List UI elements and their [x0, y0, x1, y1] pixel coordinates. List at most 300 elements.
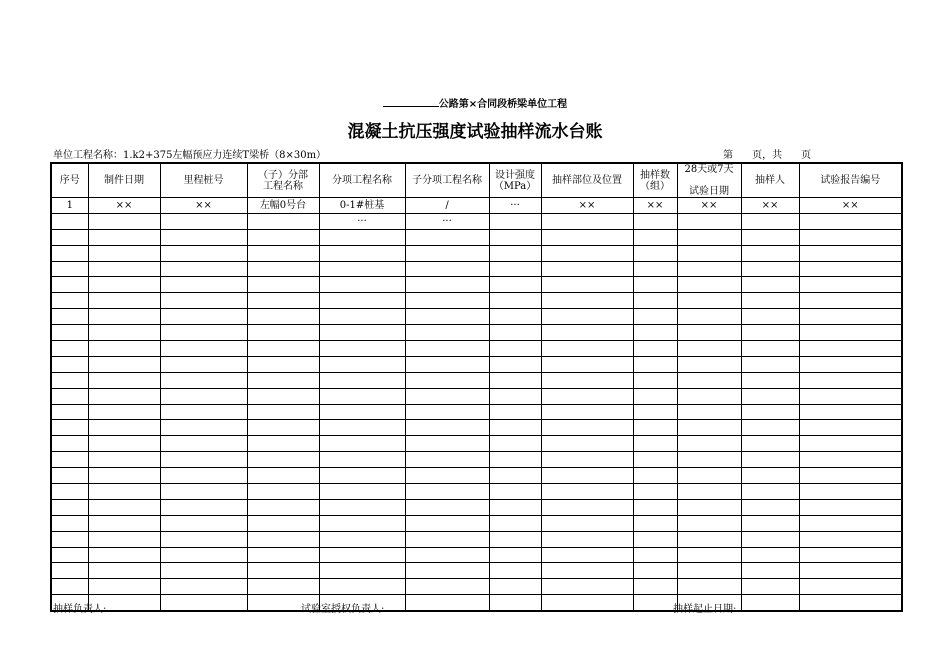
table-cell: [405, 436, 489, 452]
table-cell: [319, 563, 405, 579]
table-cell: [319, 325, 405, 341]
table-cell: [677, 325, 741, 341]
page-number: 第 页，共 页: [723, 150, 812, 161]
table-cell: [88, 420, 160, 436]
table-cell: [51, 420, 88, 436]
table-row-empty: [51, 420, 902, 436]
table-cell: [541, 499, 633, 515]
table-cell: [319, 277, 405, 293]
table-cell: [677, 404, 741, 420]
table-cell: [51, 341, 88, 357]
table-cell: [160, 436, 247, 452]
table-cell: [799, 229, 902, 245]
table-cell: [677, 452, 741, 468]
table-row-empty: [51, 547, 902, 563]
table-cell: [319, 484, 405, 500]
table-cell: [88, 484, 160, 500]
table-cell: [319, 515, 405, 531]
table-cell: [677, 245, 741, 261]
table-cell: [489, 436, 541, 452]
table-cell: [160, 531, 247, 547]
column-header: 抽样人: [741, 163, 799, 198]
table-cell: [799, 547, 902, 563]
table-row-empty: [51, 452, 902, 468]
table-cell: [88, 372, 160, 388]
table-cell: [489, 341, 541, 357]
table-cell: [541, 261, 633, 277]
table-cell: [677, 293, 741, 309]
table-cell: [160, 213, 247, 229]
table-cell: [799, 531, 902, 547]
table-cell: [51, 499, 88, 515]
table-cell: [88, 261, 160, 277]
table-cell: [405, 229, 489, 245]
table-cell: [489, 595, 541, 611]
table-cell: [160, 325, 247, 341]
table-cell: [247, 213, 319, 229]
table-cell: [799, 309, 902, 325]
table-cell: [160, 245, 247, 261]
table-cell: [247, 531, 319, 547]
table-cell: [51, 531, 88, 547]
table-cell: [405, 261, 489, 277]
table-cell: [799, 484, 902, 500]
table-cell: [247, 579, 319, 595]
table-cell: [489, 388, 541, 404]
table-cell: [51, 245, 88, 261]
table-cell: [741, 213, 799, 229]
table-cell: [741, 468, 799, 484]
table-cell: [405, 388, 489, 404]
table-cell: [160, 515, 247, 531]
table-cell: [541, 563, 633, 579]
table-cell: [799, 245, 902, 261]
table-cell: ××: [541, 198, 633, 214]
table-row-empty: [51, 388, 902, 404]
table-cell: [247, 277, 319, 293]
table-cell: [633, 261, 677, 277]
table-cell: [88, 563, 160, 579]
table-cell: [489, 356, 541, 372]
table-cell: [741, 436, 799, 452]
table-cell: [51, 563, 88, 579]
table-cell: [405, 341, 489, 357]
table-cell: [541, 547, 633, 563]
table-cell: [799, 468, 902, 484]
table-cell: 左幅0号台: [247, 198, 319, 214]
table-cell: [741, 277, 799, 293]
table-row-empty: [51, 229, 902, 245]
table-cell: [405, 325, 489, 341]
table-cell: [799, 325, 902, 341]
table-cell: [633, 372, 677, 388]
project-title-text: 公路第×合同段桥梁单位工程: [438, 99, 568, 110]
table-cell: /: [405, 198, 489, 214]
table-cell: [160, 484, 247, 500]
table-cell: [319, 436, 405, 452]
table-cell: [677, 499, 741, 515]
table-row-empty: [51, 484, 902, 500]
table-cell: [741, 388, 799, 404]
sampling-ledger-table: [50, 162, 903, 612]
table-cell: [405, 372, 489, 388]
table-row-empty: [51, 595, 902, 611]
column-header: 试验报告编号: [799, 163, 902, 198]
table-cell: [489, 579, 541, 595]
table-cell: [160, 261, 247, 277]
table-cell: [51, 579, 88, 595]
table-cell: [319, 452, 405, 468]
table-cell: ××: [88, 198, 160, 214]
table-cell: [247, 293, 319, 309]
table-cell: [319, 547, 405, 563]
table-cell: [677, 356, 741, 372]
table-cell: [405, 484, 489, 500]
table-cell: [247, 245, 319, 261]
table-cell: [405, 309, 489, 325]
table-cell: [319, 404, 405, 420]
table-cell: [160, 499, 247, 515]
table-cell: [405, 420, 489, 436]
table-cell: [88, 341, 160, 357]
table-row-empty: [51, 531, 902, 547]
project-title: [0, 95, 950, 110]
table-cell: [247, 420, 319, 436]
table-cell: [405, 515, 489, 531]
table-cell: [88, 325, 160, 341]
table-cell: [489, 531, 541, 547]
column-header: 分项工程名称: [319, 163, 405, 198]
table-cell: ××: [633, 198, 677, 214]
table-cell: [319, 341, 405, 357]
table-cell: [799, 356, 902, 372]
table-cell: [541, 484, 633, 500]
column-header: 子分项工程名称: [405, 163, 489, 198]
table-cell: [541, 293, 633, 309]
table-cell: [51, 452, 88, 468]
table-cell: [405, 499, 489, 515]
table-header-row: [51, 163, 902, 198]
table-cell: [741, 499, 799, 515]
table-cell: [541, 229, 633, 245]
table-cell: [799, 515, 902, 531]
table-cell: [51, 388, 88, 404]
table-cell: [247, 404, 319, 420]
table-cell: [88, 547, 160, 563]
table-cell: [741, 595, 799, 611]
table-cell: [677, 420, 741, 436]
table-cell: [88, 515, 160, 531]
table-cell: [405, 579, 489, 595]
table-cell: [541, 515, 633, 531]
table-row-empty: [51, 261, 902, 277]
table-cell: [405, 452, 489, 468]
table-cell: [405, 245, 489, 261]
table-cell: [633, 229, 677, 245]
table-cell: [405, 531, 489, 547]
table-cell: [88, 579, 160, 595]
unit-project-name: 单位工程名称：1.k2+375左幅预应力连续T梁桥（8×30m）: [53, 150, 327, 161]
table-cell: [160, 356, 247, 372]
table-cell: [541, 388, 633, 404]
table-cell: [677, 484, 741, 500]
table-cell: [677, 531, 741, 547]
table-cell: [489, 452, 541, 468]
table-cell: [677, 372, 741, 388]
table-cell: [541, 420, 633, 436]
table-row: [51, 213, 902, 229]
column-header: 设计强度 （MPa）: [489, 163, 541, 198]
table-cell: [633, 356, 677, 372]
table-cell: [799, 563, 902, 579]
table-row-empty: [51, 404, 902, 420]
table-cell: [88, 277, 160, 293]
table-cell: [741, 484, 799, 500]
table-cell: [541, 245, 633, 261]
table-cell: [489, 420, 541, 436]
table-cell: [633, 484, 677, 500]
table-cell: [88, 309, 160, 325]
table-cell: [160, 547, 247, 563]
column-header: 抽样数 （组）: [633, 163, 677, 198]
table-cell: [247, 356, 319, 372]
table-cell: [88, 452, 160, 468]
table-cell: ××: [741, 198, 799, 214]
table-cell: [88, 436, 160, 452]
table-cell: [88, 229, 160, 245]
table-cell: [405, 293, 489, 309]
table-cell: [541, 372, 633, 388]
table-row-empty: [51, 468, 902, 484]
table-cell: [88, 293, 160, 309]
table-cell: [489, 229, 541, 245]
table-cell: [799, 579, 902, 595]
table-cell: [319, 579, 405, 595]
table-cell: [541, 404, 633, 420]
table-cell: [677, 388, 741, 404]
table-cell: [633, 595, 677, 611]
page-title: 混凝土抗压强度试验抽样流水台账: [347, 122, 603, 142]
table-cell: [741, 515, 799, 531]
table-cell: [741, 293, 799, 309]
table-cell: [247, 547, 319, 563]
table-cell: ××: [799, 198, 902, 214]
table-cell: [541, 436, 633, 452]
table-cell: [247, 309, 319, 325]
table-cell: [799, 341, 902, 357]
table-cell: [51, 325, 88, 341]
table-cell: [489, 404, 541, 420]
table-cell: [799, 277, 902, 293]
table-cell: [51, 277, 88, 293]
column-header: 制件日期: [88, 163, 160, 198]
table-cell: [160, 420, 247, 436]
table-cell: [741, 372, 799, 388]
table-cell: [51, 213, 88, 229]
table-row-empty: [51, 341, 902, 357]
table-cell: [319, 420, 405, 436]
table-row-empty: [51, 309, 902, 325]
table-cell: [799, 372, 902, 388]
table-cell: [88, 213, 160, 229]
table-row-empty: [51, 325, 902, 341]
project-name-blank: [383, 96, 439, 107]
table-cell: [677, 341, 741, 357]
table-cell: [541, 277, 633, 293]
table-cell: [741, 261, 799, 277]
table-cell: [741, 245, 799, 261]
table-cell: [633, 468, 677, 484]
table-cell: [247, 436, 319, 452]
table-cell: [489, 245, 541, 261]
table-cell: [319, 388, 405, 404]
table-cell: [51, 261, 88, 277]
table-cell: [633, 420, 677, 436]
table-cell: [88, 499, 160, 515]
table-cell: [677, 563, 741, 579]
table-cell: [160, 595, 247, 611]
table-cell: [51, 436, 88, 452]
table-cell: [541, 595, 633, 611]
table-cell: [247, 484, 319, 500]
table-cell: [633, 309, 677, 325]
table-cell: [51, 484, 88, 500]
table-cell: [677, 213, 741, 229]
table-cell: [489, 515, 541, 531]
table-cell: [405, 468, 489, 484]
table-cell: [160, 404, 247, 420]
table-cell: [633, 325, 677, 341]
table-cell: [799, 293, 902, 309]
table-cell: [489, 213, 541, 229]
table-cell: [247, 499, 319, 515]
table-cell: [489, 372, 541, 388]
table-cell: [633, 452, 677, 468]
table-cell: [741, 579, 799, 595]
table-cell: [741, 452, 799, 468]
table-cell: [247, 372, 319, 388]
table-cell: [489, 563, 541, 579]
table-cell: [633, 277, 677, 293]
table-cell: [160, 229, 247, 245]
table-row-empty: [51, 245, 902, 261]
table-cell: [88, 356, 160, 372]
table-cell: [51, 356, 88, 372]
table-cell: [799, 213, 902, 229]
table-cell: [160, 468, 247, 484]
table-row-empty: [51, 436, 902, 452]
table-cell: [247, 468, 319, 484]
table-cell: [633, 436, 677, 452]
table-cell: [247, 341, 319, 357]
table-cell: [489, 277, 541, 293]
table-cell: [541, 579, 633, 595]
table-cell: [51, 293, 88, 309]
table-cell: [51, 547, 88, 563]
table-cell: [799, 388, 902, 404]
table-cell: [799, 420, 902, 436]
table-cell: [405, 404, 489, 420]
table-cell: [319, 261, 405, 277]
table-cell: [633, 388, 677, 404]
table-cell: [799, 499, 902, 515]
table-cell: [541, 341, 633, 357]
table-cell: [160, 341, 247, 357]
table-cell: [160, 563, 247, 579]
table-cell: ···: [319, 213, 405, 229]
table-cell: [489, 325, 541, 341]
column-header: 里程桩号: [160, 163, 247, 198]
table-cell: [247, 388, 319, 404]
table-cell: [741, 325, 799, 341]
table-cell: [405, 277, 489, 293]
table-cell: [677, 468, 741, 484]
table-cell: [633, 515, 677, 531]
table-cell: [247, 325, 319, 341]
table-cell: [405, 356, 489, 372]
table-cell: [319, 229, 405, 245]
table-cell: [741, 309, 799, 325]
table-cell: [405, 547, 489, 563]
table-cell: [319, 309, 405, 325]
table-cell: [799, 261, 902, 277]
table-cell: [799, 452, 902, 468]
table-cell: [88, 531, 160, 547]
table-cell: [541, 468, 633, 484]
table-cell: [51, 404, 88, 420]
table-cell: [405, 595, 489, 611]
table-row: [51, 198, 902, 214]
table-cell: [541, 325, 633, 341]
table-cell: [741, 356, 799, 372]
table-cell: [319, 356, 405, 372]
table-cell: [633, 563, 677, 579]
table-cell: [160, 309, 247, 325]
table-cell: [160, 372, 247, 388]
table-cell: [160, 452, 247, 468]
table-cell: [741, 547, 799, 563]
table-cell: [319, 372, 405, 388]
sampler-label: 抽样负责人:: [53, 604, 107, 615]
table-cell: [319, 468, 405, 484]
table-cell: [247, 515, 319, 531]
table-row-empty: [51, 372, 902, 388]
table-cell: [741, 531, 799, 547]
table-cell: [633, 245, 677, 261]
table-cell: [741, 229, 799, 245]
table-cell: ···: [489, 198, 541, 214]
table-cell: 1: [51, 198, 88, 214]
table-row-empty: [51, 293, 902, 309]
table-cell: [677, 515, 741, 531]
table-cell: [51, 468, 88, 484]
table-cell: [51, 229, 88, 245]
table-cell: [741, 420, 799, 436]
table-cell: [160, 293, 247, 309]
table-cell: [633, 213, 677, 229]
table-cell: [489, 468, 541, 484]
table-cell: [489, 309, 541, 325]
table-cell: [633, 499, 677, 515]
table-cell: [541, 356, 633, 372]
table-cell: [677, 547, 741, 563]
column-header: （子）分部 工程名称: [247, 163, 319, 198]
table-cell: [51, 515, 88, 531]
column-header: 序号: [51, 163, 88, 198]
table-cell: [319, 293, 405, 309]
table-cell: [489, 261, 541, 277]
table-cell: [247, 563, 319, 579]
